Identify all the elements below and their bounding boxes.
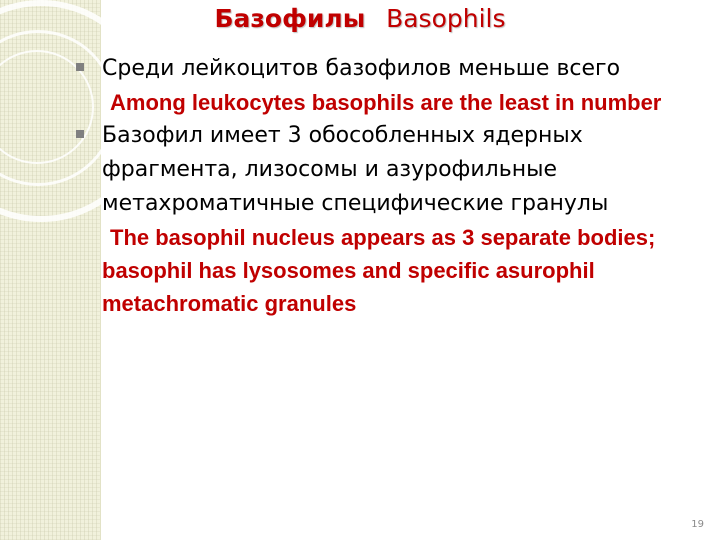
bullet-text-russian: Базофил имеет 3 обособленных ядерных фрагмента, лизосомы и азурофильные метахроматичные специфические гранулы <box>102 123 609 216</box>
bullet-item <box>88 52 708 119</box>
bullet-text-english: Among leukocytes basophils are the least in number <box>110 90 662 115</box>
title-english: Basophils <box>386 4 506 33</box>
slide-content <box>88 52 708 320</box>
bullet-item <box>88 119 708 320</box>
title-russian: Базофилы <box>214 4 366 33</box>
decorative-left-strip <box>0 0 101 540</box>
square-bullet-icon <box>76 130 84 138</box>
slide-title <box>0 4 720 33</box>
bullet-text-russian: Среди лейкоцитов базофилов меньше всего <box>102 56 621 81</box>
bullet-text-english: The basophil nucleus appears as 3 separate bodies; basophil has lysosomes and specific asurophil metachromatic granules <box>102 225 656 316</box>
page-number: 19 <box>691 519 704 530</box>
square-bullet-icon <box>76 63 84 71</box>
